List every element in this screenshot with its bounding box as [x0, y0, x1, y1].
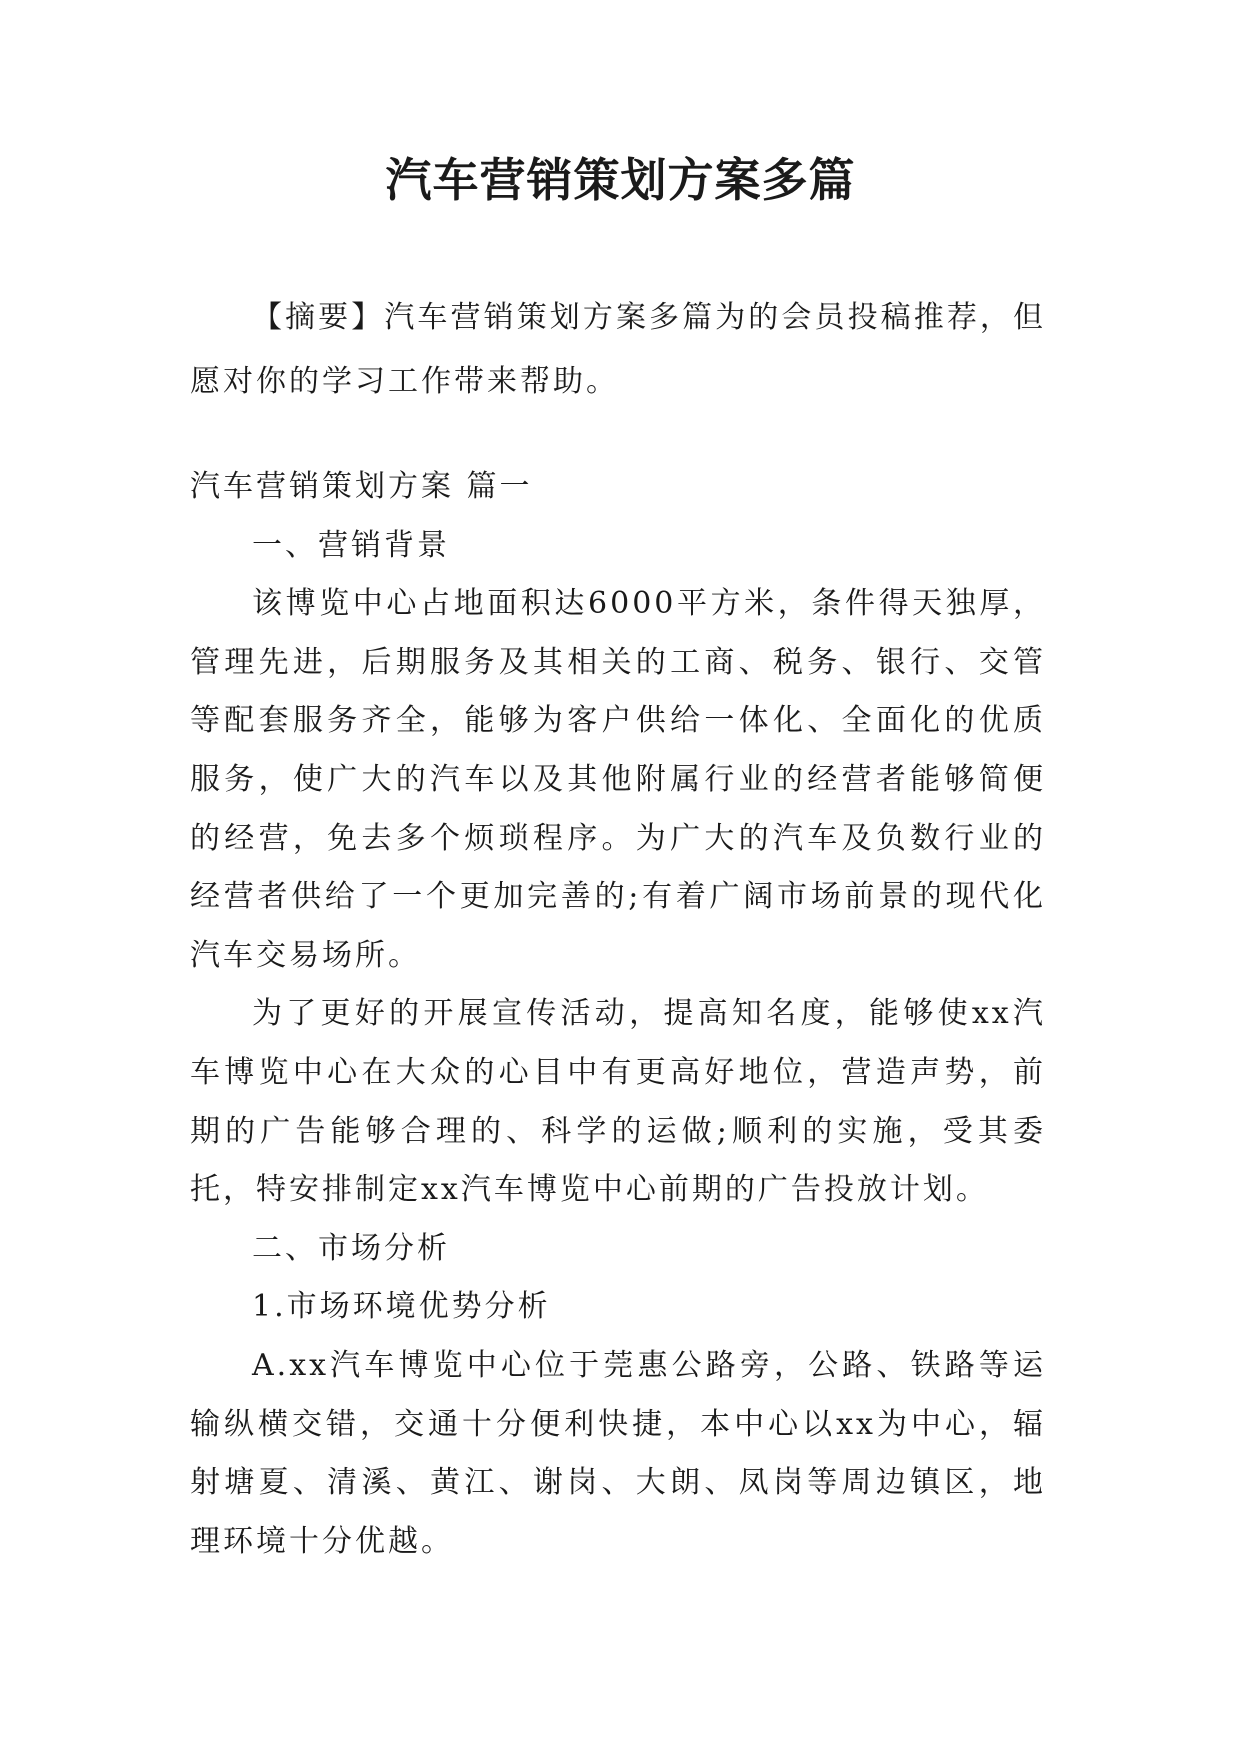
paragraph-publicity: 为了更好的开展宣传活动，提高知名度，能够使xx汽车博览中心在大众的心目中有更高好地位，营造声势，前期的广告能够合理的、科学的运做;顺利的实施，受其委托，特安排制定xx汽车博览中心前期的广告投放计划。 [190, 996, 1046, 1208]
document-title: 汽车营销策划方案多篇 [385, 153, 856, 207]
document-body [190, 458, 1046, 1571]
section-heading: 汽车营销策划方案 篇一 [190, 469, 533, 504]
subheading-environment-advantage: 1.市场环境优势分析 [252, 1289, 551, 1325]
abstract-block [190, 286, 1046, 414]
heading-marketing-background: 一、营销背景 [252, 527, 450, 563]
paragraph-location: A.xx汽车博览中心位于莞惠公路旁，公路、铁路等运输纵横交错，交通十分便利快捷，本中心以xx为中心，辐射塘夏、清溪、黄江、谢岗、大朗、凤岗等周边镇区，地理环境十分优越。 [190, 1347, 1046, 1559]
heading-market-analysis: 二、市场分析 [252, 1230, 450, 1266]
paragraph-expo-center: 该博览中心占地面积达6000平方米，条件得天独厚，管理先进，后期服务及其相关的工商、税务、银行、交管等配套服务齐全，能够为客户供给一体化、全面化的优质服务，使广大的汽车以及其他附属行业的经营者能够简便的经营，免去多个烦琐程序。为广大的汽车及负数行业的经营者供给了一个更加完善的;有着广阔市场前景的现代化汽车交易场所。 [190, 586, 1046, 973]
abstract-text: 【摘要】汽车营销策划方案多篇为的会员投稿推荐，但愿对你的学习工作带来帮助。 [190, 300, 1046, 399]
